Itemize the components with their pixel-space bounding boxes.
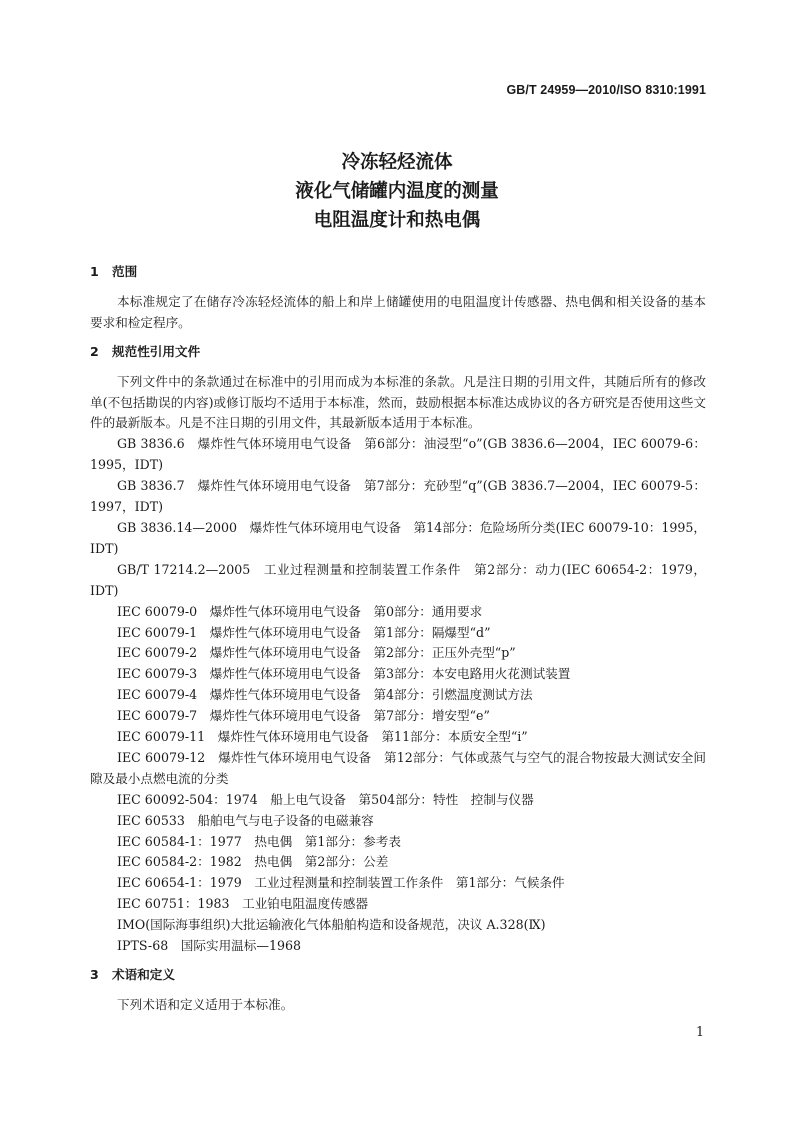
document-title [0,148,794,235]
document-code: GB/T 24959—2010/ISO 8310:1991 [506,83,706,97]
reference-item: IEC 60533 船舶电气与电子设备的电磁兼容 [117,812,374,828]
reference-item: GB 3836.7 爆炸性气体环境用电气设备 第7部分：充砂型“q”(GB 3836.7—2004，IEC 60079-5：1997，IDT) [90,478,706,515]
reference-item: GB 3836.6 爆炸性气体环境用电气设备 第6部分：油浸型“o”(GB 3836.6—2004，IEC 60079-6：1995，IDT) [90,436,706,473]
reference-item: IEC 60584-1：1977 热电偶 第1部分：参考表 [117,833,401,849]
section-number: 1 [90,264,99,279]
title-line-3: 电阻温度计和热电偶 [313,210,481,231]
reference-item: IEC 60079-1 爆炸性气体环境用电气设备 第1部分：隔爆型“d” [117,624,491,640]
reference-item: IEC 60079-11 爆炸性气体环境用电气设备 第11部分：本质安全型“i” [117,729,528,745]
section-number: 2 [90,343,99,359]
section-title: 范围 [112,264,138,279]
section-number: 3 [90,967,99,982]
reference-item: IEC 60079-4 爆炸性气体环境用电气设备 第4部分：引燃温度测试方法 [117,687,533,703]
reference-item: IEC 60079-12 爆炸性气体环境用电气设备 第12部分：气体或蒸气与空气的混合物按最大测试安全间隙及最小点燃电流的分类 [90,749,706,786]
reference-item: IEC 60751：1983 工业铂电阻温度传感器 [117,896,369,912]
reference-item: GB/T 17214.2—2005 工业过程测量和控制装置工作条件 第2部分：动力(IEC 60654-2：1979，IDT) [90,561,706,598]
document-body [90,262,706,1016]
section-2-heading [90,342,706,363]
reference-item: IEC 60654-1：1979 工业过程测量和控制装置工作条件 第1部分：气候条件 [117,875,565,891]
reference-item: IEC 60079-3 爆炸性气体环境用电气设备 第3部分：本安电路用火花测试装置 [117,666,571,682]
reference-item: GB 3836.14—2000 爆炸性气体环境用电气设备 第14部分：危险场所分类(IEC 60079-10：1995，IDT) [90,519,706,556]
section-title: 术语和定义 [112,967,175,982]
reference-item: IEC 60584-2：1982 热电偶 第2部分：公差 [117,854,389,870]
title-line-1: 冷冻轻烃流体 [341,152,453,173]
reference-item: IEC 60092-504：1974 船上电气设备 第504部分：特性 控制与仪器 [117,791,534,807]
section-1-paragraph: 本标准规定了在储存冷冻轻烃流体的船上和岸上储罐使用的电阻温度计传感器、热电偶和相关设备的基本要求和检定程序。 [90,293,706,330]
page-number: 1 [695,1024,704,1039]
section-1-heading [90,262,706,283]
reference-item: IEC 60079-7 爆炸性气体环境用电气设备 第7部分：增安型“e” [117,708,490,724]
section-2-intro: 下列文件中的条款通过在标准中的引用而成为本标准的条款。凡是注日期的引用文件，其随后所有的修改单(不包括勘误的内容)或修订版均不适用于本标准，然而，鼓励根据本标准达成协议的各方研究是否使用这些文件的最新版本。凡是不注日期的引用文件，其最新版本适用于本标准。 [90,373,706,431]
reference-item: IMO(国际海事组织)大批运输液化气体船舶构造和设备规范，决议 A.328(Ⅸ) [117,917,546,933]
section-3-heading [90,965,706,986]
section-3-paragraph: 下列术语和定义适用于本标准。 [117,996,294,1012]
reference-item: IEC 60079-2 爆炸性气体环境用电气设备 第2部分：正压外壳型“p” [117,645,516,661]
reference-list [90,434,706,957]
title-line-2: 液化气储罐内温度的测量 [295,181,499,202]
section-title: 规范性引用文件 [112,343,201,359]
reference-item: IEC 60079-0 爆炸性气体环境用电气设备 第0部分：通用要求 [117,603,483,619]
reference-item: IPTS-68 国际实用温标—1968 [117,938,302,954]
